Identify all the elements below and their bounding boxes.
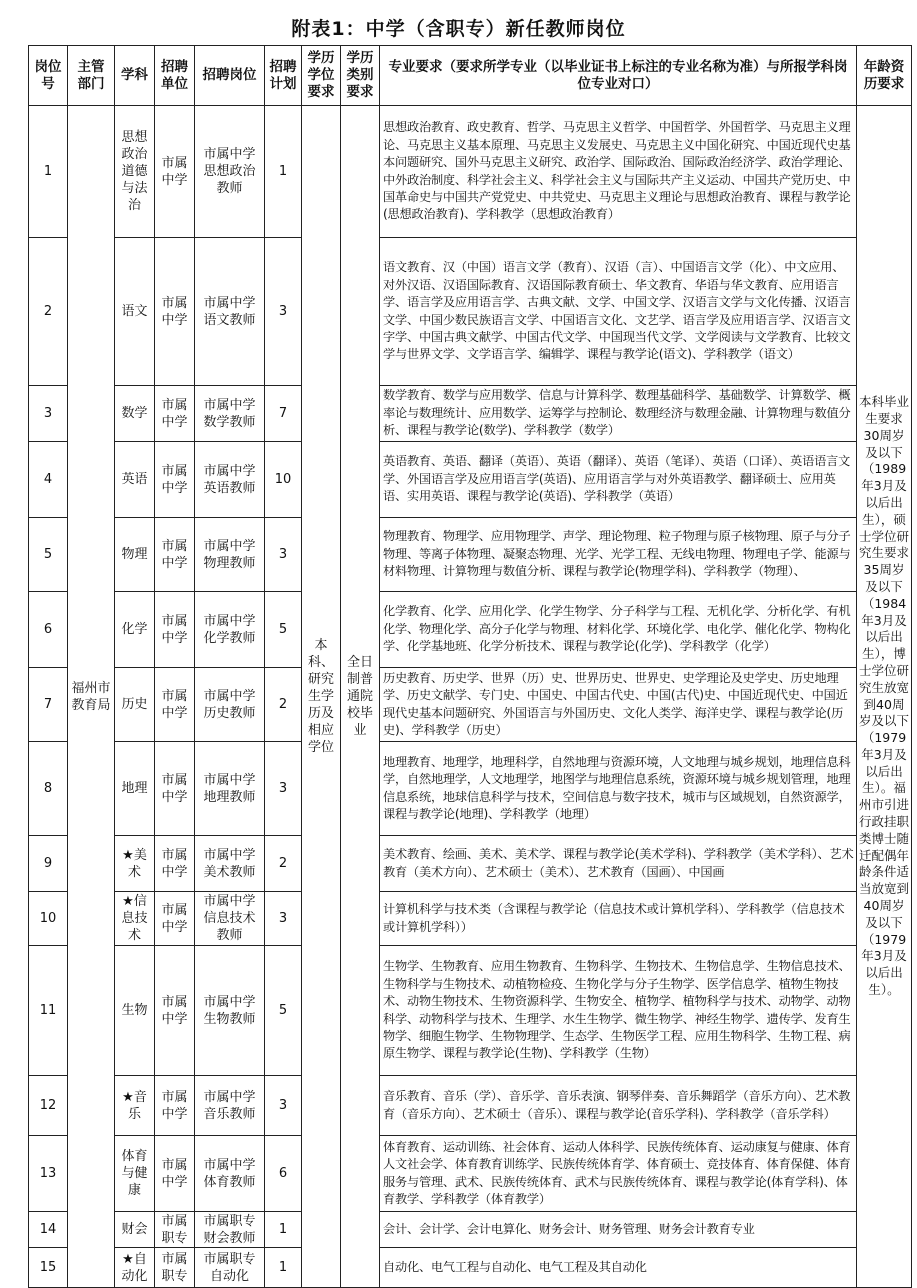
cell-major: 英语教育、英语、翻译（英语）、英语（翻译）、英语（笔译）、英语（口译）、英语语言文学、外国语言学及应用语言学(英语)、应用语言学与对外英语教学、翻译硕士、应用英语、实用英语、课程与教学论(英语)、学科教学（英语） [380, 442, 857, 518]
cell-degree-merged: 本科、研究生学历及相应学位 [302, 106, 341, 1288]
header-unit: 招聘单位 [155, 46, 195, 106]
header-no: 岗位号 [29, 46, 68, 106]
cell-major: 思想政治教育、政史教育、哲学、马克思主义哲学、中国哲学、外国哲学、马克思主义理论、马克思主义基本原理、马克思主义发展史、马克思主义中国化研究、中国近现代史基本问题研究、国外马克思主义研究、政治学、国际政治、国际政治经济学、政治学理论、中外政治制度、科学社会主义、科学社会主义与国际共产主义运动、中国共产党历史、中国革命史与中国共产党党史、中共党史、马克思主义理论与思想政治教育、课程与教学论(思想政治教育)、学科教学（思想政治教育） [380, 106, 857, 238]
cell-no: 6 [29, 592, 68, 668]
cell-major: 体育教育、运动训练、社会体育、运动人体科学、民族传统体育、运动康复与健康、体育人文社会学、体育教育训练学、民族传统体育学、体育硕士、竞技体育、体育保健、体育服务与管理、武术、民族传统体育、武术与民族传统体育、课程与教学论(体育学科)、体育教学、学科教学（体育教学） [380, 1136, 857, 1212]
cell-plan: 3 [265, 238, 302, 386]
cell-no: 4 [29, 442, 68, 518]
cell-subject: ★自动化 [115, 1248, 155, 1288]
cell-unit: 市属中学 [155, 892, 195, 946]
table-row [29, 892, 912, 946]
cell-no: 3 [29, 386, 68, 442]
cell-no: 7 [29, 668, 68, 742]
table-row [29, 386, 912, 442]
cell-plan: 2 [265, 668, 302, 742]
table-row [29, 238, 912, 386]
cell-plan: 3 [265, 892, 302, 946]
cell-plan: 1 [265, 1212, 302, 1248]
cell-no: 2 [29, 238, 68, 386]
cell-post: 市属中学数学教师 [195, 386, 265, 442]
cell-plan: 3 [265, 518, 302, 592]
cell-post: 市属中学地理教师 [195, 742, 265, 836]
cell-major: 生物学、生物教育、应用生物教育、生物科学、生物技术、生物信息学、生物信息技术、生物科学与生物技术、动植物检疫、生物化学与分子生物学、医学信息学、植物生物技术、动物生物技术、生物资源科学、生物安全、植物学、植物科学与技术、动物学、动物科学、动物科学与技术、生理学、水生生物学、微生物学、神经生物学、遗传学、发育生物学、细胞生物学、生物物理学、生态学、生物医学工程、应用生物科学、生物工程、病原生物学、课程与教学论(生物)、学科教学（生物） [380, 946, 857, 1076]
cell-subject: 思想政治道德与法治 [115, 106, 155, 238]
table-row [29, 668, 912, 742]
cell-subject: 化学 [115, 592, 155, 668]
table-row [29, 518, 912, 592]
cell-no: 1 [29, 106, 68, 238]
cell-unit: 市属中学 [155, 592, 195, 668]
table-row [29, 1212, 912, 1248]
header-row [29, 46, 912, 106]
cell-unit: 市属中学 [155, 1136, 195, 1212]
table-row [29, 742, 912, 836]
cell-post: 市属中学生物教师 [195, 946, 265, 1076]
header-subject: 学科 [115, 46, 155, 106]
cell-unit: 市属中学 [155, 238, 195, 386]
cell-subject: 体育与健康 [115, 1136, 155, 1212]
cell-no: 14 [29, 1212, 68, 1248]
table-row [29, 946, 912, 1076]
cell-major: 美术教育、绘画、美术、美术学、课程与教学论(美术学科)、学科教学（美术学科）、艺术教育（美术方向）、艺术硕士（美术）、艺术教育（国画）、中国画 [380, 836, 857, 892]
cell-post: 市属中学音乐教师 [195, 1076, 265, 1136]
cell-post: 市属职专财会教师 [195, 1212, 265, 1248]
cell-post: 市属中学思想政治教师 [195, 106, 265, 238]
cell-plan: 1 [265, 106, 302, 238]
cell-unit: 市属中学 [155, 1076, 195, 1136]
header-plan: 招聘计划 [265, 46, 302, 106]
cell-no: 10 [29, 892, 68, 946]
cell-post: 市属中学化学教师 [195, 592, 265, 668]
cell-no: 8 [29, 742, 68, 836]
cell-no: 15 [29, 1248, 68, 1288]
header-major: 专业要求（要求所学专业（以毕业证书上标注的专业名称为准）与所报学科岗位专业对口） [380, 46, 857, 106]
cell-unit: 市属中学 [155, 106, 195, 238]
cell-major: 会计、会计学、会计电算化、财务会计、财务管理、财务会计教育专业 [380, 1212, 857, 1248]
positions-table [28, 45, 912, 1288]
cell-major: 物理教育、物理学、应用物理学、声学、理论物理、粒子物理与原子核物理、原子与分子物理、等离子体物理、凝聚态物理、光学、光学工程、无线电物理、物理电子学、能源与材料物理、计算物理与数值分析、课程与教学论(物理学科)、学科教学（物理）、 [380, 518, 857, 592]
cell-plan: 3 [265, 742, 302, 836]
cell-major: 数学教育、数学与应用数学、信息与计算科学、数理基础科学、基础数学、计算数学、概率论与数理统计、应用数学、运筹学与控制论、数理经济与数理金融、计算物理与数值分析、课程与教学论(数学)、学科教学（数学） [380, 386, 857, 442]
cell-dept-merged: 福州市教育局 [68, 106, 115, 1288]
cell-post: 市属中学美术教师 [195, 836, 265, 892]
cell-major: 历史教育、历史学、世界（历）史、世界历史、世界史、史学理论及史学史、历史地理学、历史文献学、专门史、中国史、中国古代史、中国(古代)史、中国近现代史、中国近现代史基本问题研究、外国语言与外国历史、文化人类学、海洋史学、课程与教学论(历史)、学科教学（历史） [380, 668, 857, 742]
cell-no: 13 [29, 1136, 68, 1212]
cell-unit: 市属中学 [155, 946, 195, 1076]
table-row [29, 1248, 912, 1288]
cell-subject: 历史 [115, 668, 155, 742]
cell-subject: 数学 [115, 386, 155, 442]
cell-subject: ★音乐 [115, 1076, 155, 1136]
cell-no: 12 [29, 1076, 68, 1136]
cell-unit: 市属中学 [155, 836, 195, 892]
cell-age-merged: 本科毕业生要求30周岁及以下（1989年3月及以后出生），硕士学位研究生要求35周岁及以下（1984年3月及以后出生），博士学位研究生放宽到40周岁及以下（1979年3月及以后出生）。福州市引进行政挂职类博士随迁配偶年龄条件适当放宽到40周岁及以下（1979年3月及以后出生）。 [857, 106, 912, 1288]
cell-post: 市属中学体育教师 [195, 1136, 265, 1212]
cell-plan: 5 [265, 946, 302, 1076]
cell-no: 9 [29, 836, 68, 892]
cell-unit: 市属中学 [155, 518, 195, 592]
cell-subject: 地理 [115, 742, 155, 836]
cell-subject: ★美术 [115, 836, 155, 892]
cell-major: 化学教育、化学、应用化学、化学生物学、分子科学与工程、无机化学、分析化学、有机化学、物理化学、高分子化学与物理、材料化学、环境化学、电化学、催化化学、物构化学、化学基地班、化学分析技术、课程与教学论(化学)、学科教学（化学） [380, 592, 857, 668]
cell-unit: 市属职专 [155, 1212, 195, 1248]
cell-post: 市属中学英语教师 [195, 442, 265, 518]
cell-subject: 生物 [115, 946, 155, 1076]
header-age: 年龄资历要求 [857, 46, 912, 106]
header-post: 招聘岗位 [195, 46, 265, 106]
cell-subject: 财会 [115, 1212, 155, 1248]
table-row [29, 442, 912, 518]
cell-post: 市属职专自动化 [195, 1248, 265, 1288]
table-row [29, 106, 912, 238]
cell-plan: 1 [265, 1248, 302, 1288]
table-row [29, 1136, 912, 1212]
page-title: 附表1：中学（含职专）新任教师岗位 [291, 18, 626, 40]
cell-plan: 6 [265, 1136, 302, 1212]
cell-post: 市属中学物理教师 [195, 518, 265, 592]
cell-plan: 2 [265, 836, 302, 892]
cell-no: 11 [29, 946, 68, 1076]
table-row [29, 592, 912, 668]
header-degree: 学历学位要求 [302, 46, 341, 106]
cell-plan: 10 [265, 442, 302, 518]
header-dept: 主管部门 [68, 46, 115, 106]
cell-subject: 物理 [115, 518, 155, 592]
cell-post: 市属中学信息技术教师 [195, 892, 265, 946]
cell-unit: 市属职专 [155, 1248, 195, 1288]
table-row [29, 1076, 912, 1136]
cell-plan: 7 [265, 386, 302, 442]
header-type: 学历类别要求 [341, 46, 380, 106]
cell-subject: ★信息技术 [115, 892, 155, 946]
cell-no: 5 [29, 518, 68, 592]
cell-major: 语文教育、汉（中国）语言文学（教育）、汉语（言）、中国语言文学（化）、中文应用、对外汉语、汉语国际教育、汉语国际教育硕士、华文教育、华语与华文教育、应用语言学、语言学及应用语言学、古典文献、文学、中国文学、汉语言文学与文化传播、汉语言文学、中国少数民族语言文学、中国语言文化、文艺学、语言学及应用语言学、汉语言文字学、中国古典文献学、中国古代文学、中国现当代文学、文学阅读与文学教育、比较文学与世界文学、文学语言学、编辑学、课程与教学论(语文)、学科教学（语文） [380, 238, 857, 386]
cell-subject: 语文 [115, 238, 155, 386]
cell-unit: 市属中学 [155, 442, 195, 518]
cell-plan: 5 [265, 592, 302, 668]
cell-type-merged: 全日制普通院校毕业 [341, 106, 380, 1288]
cell-unit: 市属中学 [155, 742, 195, 836]
cell-major: 地理教育、地理学，地理科学，自然地理与资源环境，人文地理与城乡规划，地理信息科学，自然地理学，人文地理学，地图学与地理信息系统，资源环境与城乡规划管理，地理信息系统，地球信息科学与技术，空间信息与数字技术，城市与区域规划，自然资源学，课程与教学论(地理)、学科教学（地理） [380, 742, 857, 836]
cell-major: 自动化、电气工程与自动化、电气工程及其自动化 [380, 1248, 857, 1288]
cell-plan: 3 [265, 1076, 302, 1136]
cell-major: 计算机科学与技术类（含课程与教学论（信息技术或计算机学科）、学科教学（信息技术或计算机学科）） [380, 892, 857, 946]
cell-subject: 英语 [115, 442, 155, 518]
cell-unit: 市属中学 [155, 386, 195, 442]
cell-unit: 市属中学 [155, 668, 195, 742]
table-row [29, 836, 912, 892]
cell-post: 市属中学语文教师 [195, 238, 265, 386]
cell-major: 音乐教育、音乐（学）、音乐学、音乐表演、钢琴伴奏、音乐舞蹈学（音乐方向）、艺术教育（音乐方向）、艺术硕士（音乐）、课程与教学论(音乐学科)、学科教学（音乐学科） [380, 1076, 857, 1136]
cell-post: 市属中学历史教师 [195, 668, 265, 742]
